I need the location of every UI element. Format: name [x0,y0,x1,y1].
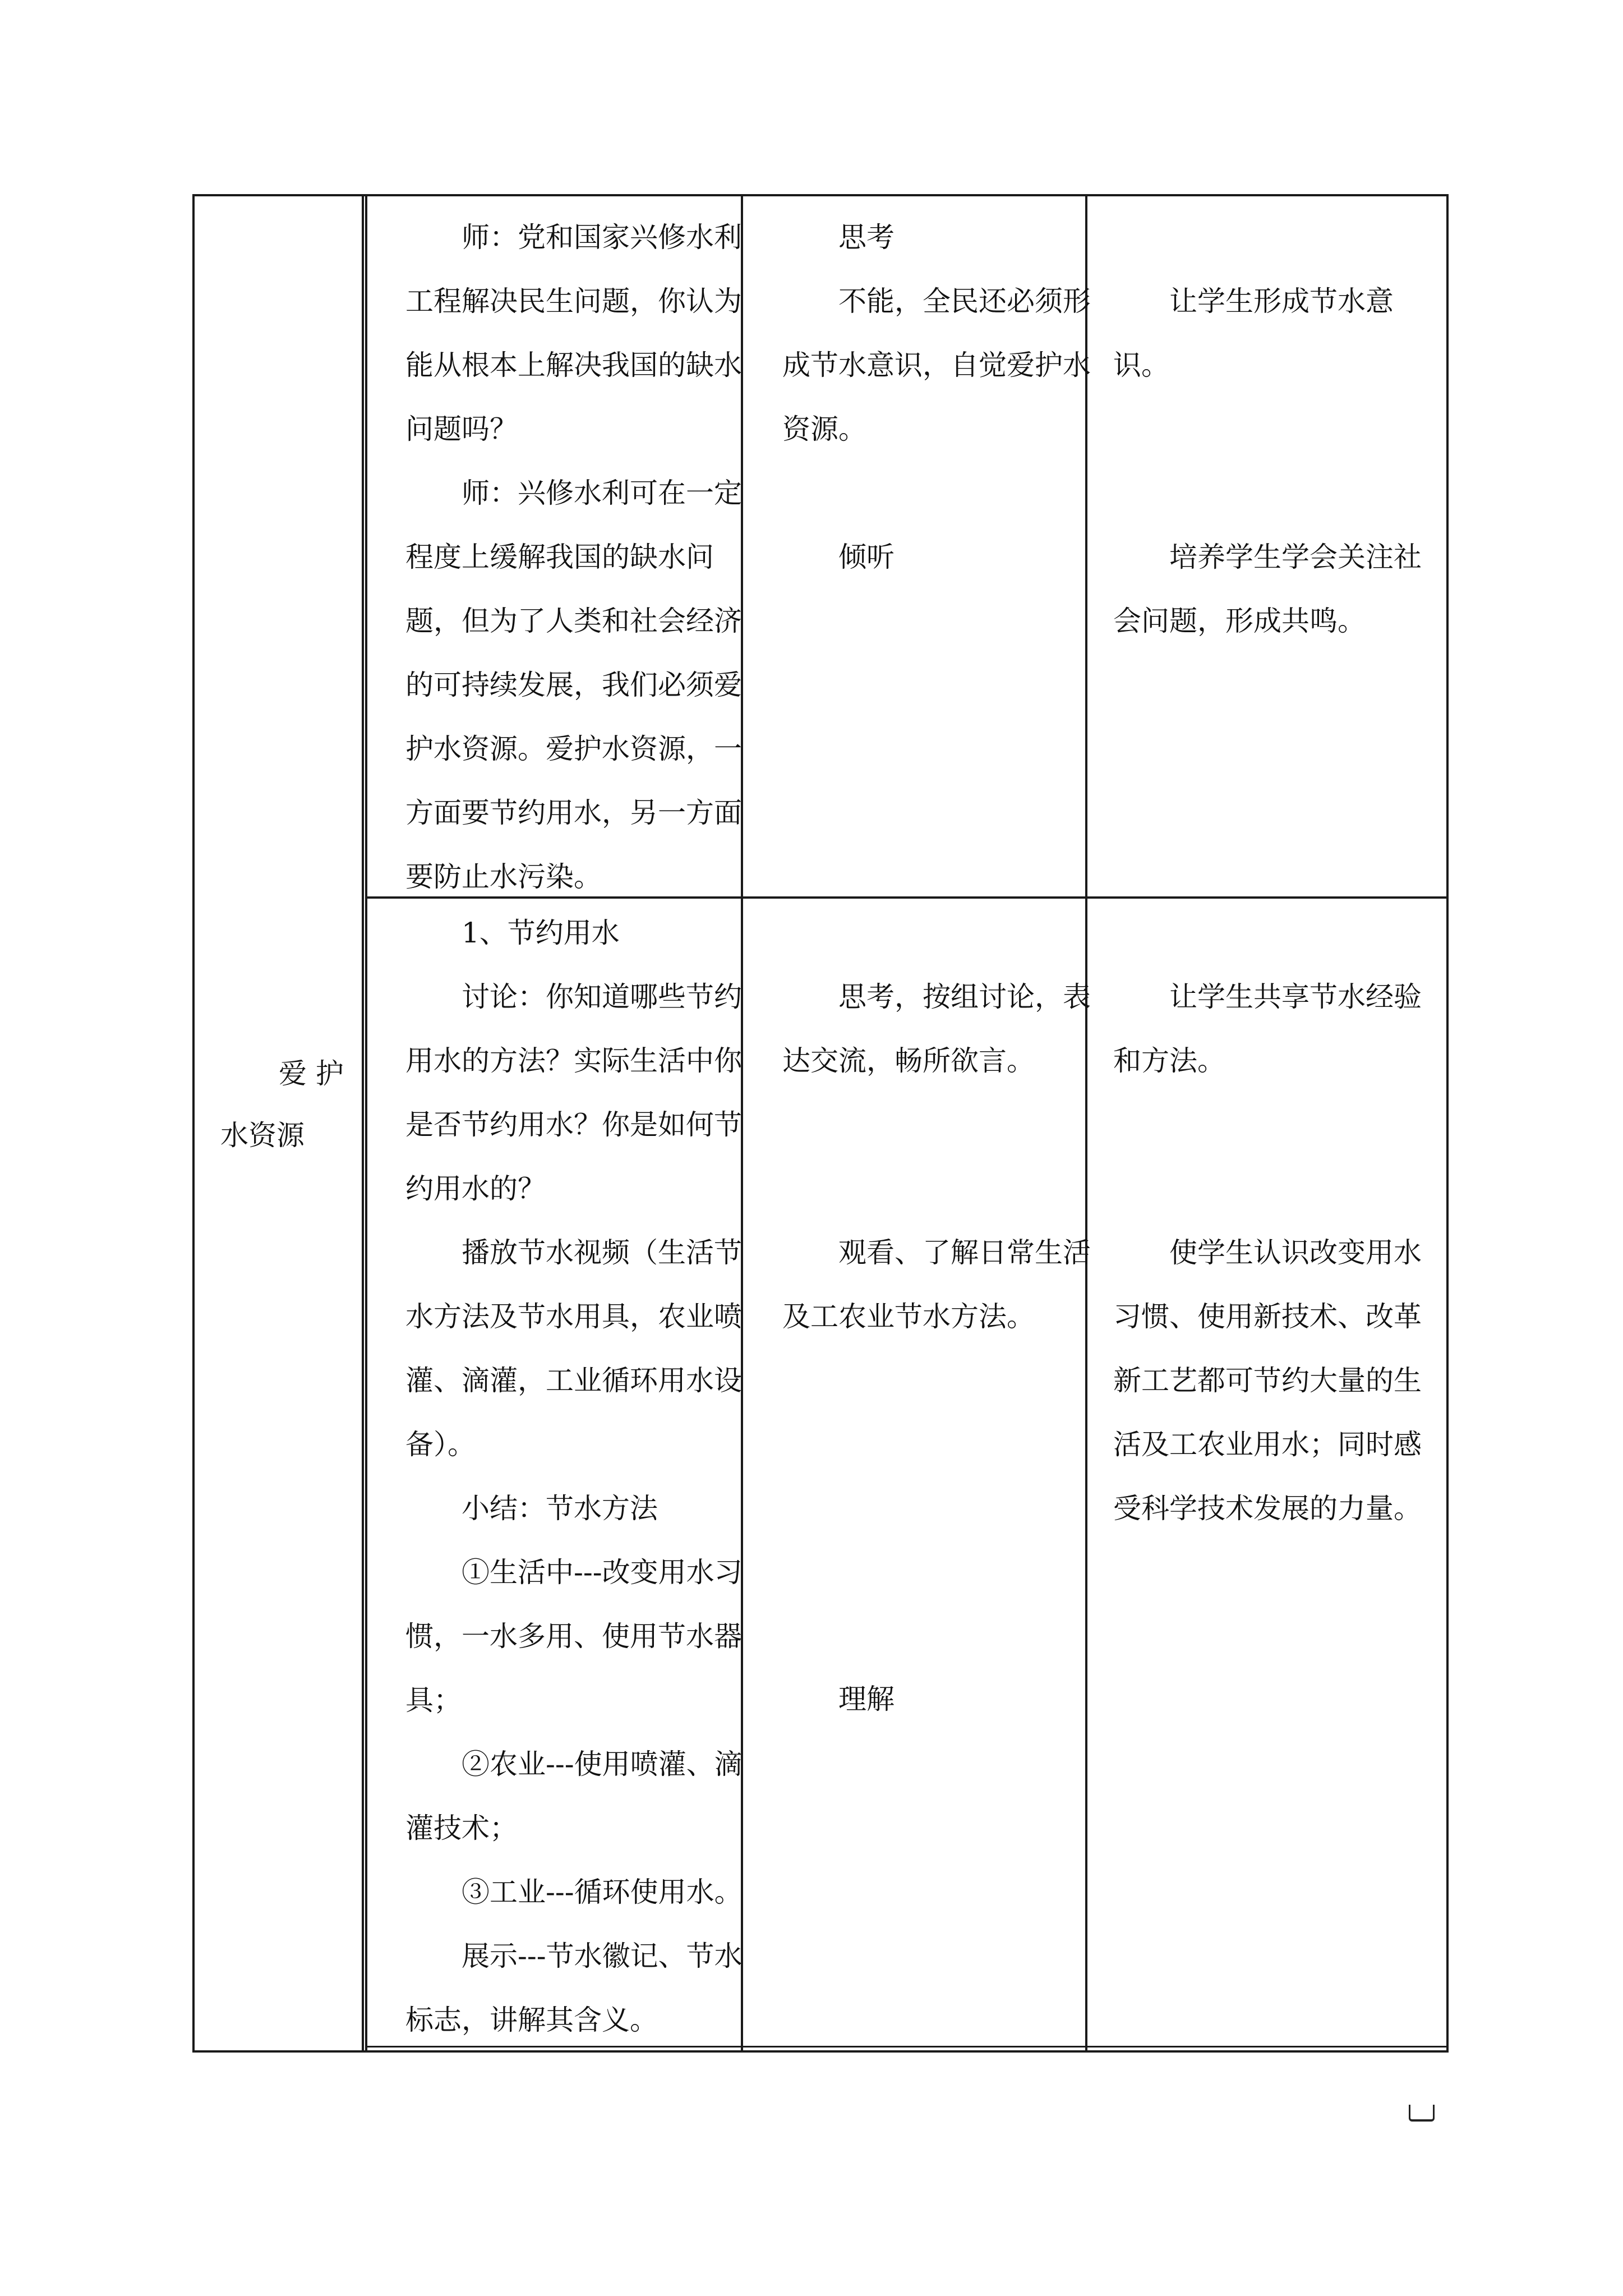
row2-teacher-para-4: 小结：节水方法 [462,1492,658,1525]
row2-teacher-cell [405,901,764,2052]
section-label-line1: 爱 护 [279,1057,344,1090]
table-border-right [1446,194,1449,2053]
row2-teacher-para-3: 播放节水视频（生活节水方法及节水用具，农业喷灌、滴灌，工业循环用水设备）。 [405,1236,742,1461]
row2-intent-para-2: 使学生认识改变用水习惯、使用新技术、改革新工艺都可节约大量的生活及工农业用水；同时感受科学技术发展的力量。 [1113,1236,1422,1525]
row2-teacher-para-8: 展示---节水徽记、节水标志，讲解其含义。 [405,1940,743,2036]
section-label-line2: 水资源 [220,1119,305,1152]
row2-student-para-3: 理解 [838,1683,895,1715]
row2-student-para-1: 思考，按组讨论，表达交流，畅所欲言。 [782,981,1091,1077]
table-border-left [192,194,195,2053]
row2-intent-para-1: 让学生共享节水经验和方法。 [1113,981,1422,1077]
row1-intent-cell [1113,269,1444,653]
row2-teacher-para-6: ②农业---使用喷灌、滴灌技术； [405,1748,743,1844]
row2-student-para-2: 观看、了解日常生活及工农业节水方法。 [782,1236,1091,1333]
lesson-table [192,194,1449,2053]
row1-student-cell [782,205,1096,589]
row1-intent-para-1: 让学生形成节水意识。 [1113,285,1394,381]
row1-student-para-2: 不能，全民还必须形成节水意识，自觉爱护水资源。 [782,285,1091,445]
table-border-top [192,194,1449,196]
row2-student-cell [782,965,1096,1715]
row1-teacher-para-2: 师：兴修水利可在一定程度上缓解我国的缺水问题，但为了人类和社会经济的可持续发展，我们必须爱护水资源。爱护水资源，一方面要节约用水，另一方面要防止水污染。 [405,477,742,893]
row1-student-para-1: 思考 [838,221,895,254]
row1-intent-para-2: 培养学生学会关注社会问题，形成共鸣。 [1113,541,1422,637]
table-border-bottom [192,2050,1449,2053]
row2-intent-cell [1113,965,1444,1540]
column-divider-1 [362,194,364,2053]
row2-teacher-para-5: ①生活中---改变用水习惯，一水多用、使用节水器具； [405,1556,743,1717]
row2-teacher-para-1: 1、节约用水 [462,917,620,949]
row1-teacher-para-1: 师：党和国家兴修水利工程解决民生问题，你认为能从根本上解决我国的缺水问题吗？ [405,221,742,445]
row1-teacher-cell [405,205,764,909]
row1-student-para-3: 倾听 [838,541,895,573]
row2-teacher-para-2: 讨论：你知道哪些节约用水的方法？实际生活中你是否节约用水？你是如何节约用水的？ [405,981,742,1205]
column-divider-1b [365,194,367,2053]
section-label-cell [208,1043,359,1166]
page-footer-mark [1409,2105,1435,2122]
row2-teacher-para-7: ③工业---循环使用水。 [462,1876,743,1908]
